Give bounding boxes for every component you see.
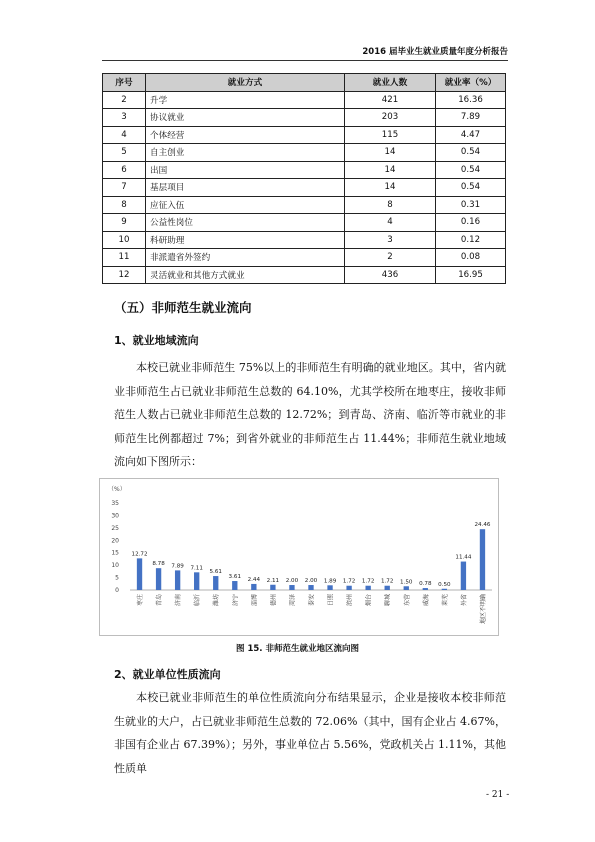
- table-cell: 8: [345, 196, 436, 214]
- table-cell: 5: [103, 144, 146, 162]
- table-cell: 0.12: [436, 231, 506, 249]
- table-cell: 出国: [146, 161, 345, 179]
- table-cell: 4.47: [436, 126, 506, 144]
- table-row: [103, 196, 506, 214]
- x-tick-label: 济宁: [232, 594, 240, 607]
- table-cell: 14: [345, 161, 436, 179]
- x-tick-label: 莱芜: [441, 594, 449, 607]
- bar: [137, 558, 142, 590]
- data-label: 24.46: [474, 522, 491, 529]
- table-row: [103, 179, 506, 197]
- table-cell: 2: [103, 91, 146, 109]
- x-tick-label: 菏泽: [289, 594, 297, 607]
- table-cell: 12: [103, 266, 146, 284]
- y-tick-label: 35: [111, 500, 119, 507]
- col-header: 就业人数: [345, 74, 436, 92]
- bar: [194, 572, 199, 590]
- table-cell: 个体经营: [146, 126, 345, 144]
- bar: [289, 585, 294, 590]
- table-cell: 203: [345, 109, 436, 127]
- table-row: [103, 214, 506, 232]
- bar: [213, 576, 218, 590]
- bar: [232, 581, 237, 590]
- paragraph: 本校已就业非师范生 75%以上的非师范生有明确的就业地区。其中，省内就业非师范生占已就业非师范生总数的 64.10%，尤其学校所在地枣庄，接收非师范生人数占已就业非师范生总数的 12.72%；到青岛、济南、临沂等市就业的非师范生比例都超过 7%；到省外就业的非师范生占 11.44%；非师范生就业地域流向如下图所示：: [114, 361, 506, 468]
- x-tick-label: 青岛: [156, 594, 164, 607]
- col-header: 序号: [103, 74, 146, 92]
- x-tick-label: 枣庄: [137, 594, 145, 607]
- x-tick-label: 滨州: [346, 594, 354, 607]
- data-label: 3.61: [228, 574, 242, 581]
- data-label: 2.44: [247, 576, 261, 583]
- data-label: 7.89: [171, 563, 184, 570]
- data-label: 11.44: [455, 554, 472, 561]
- bar: [308, 585, 313, 590]
- data-label: 12.72: [131, 551, 148, 558]
- table-cell: 10: [103, 231, 146, 249]
- data-label: 2.00: [304, 578, 318, 585]
- table-row: [103, 144, 506, 162]
- data-label: 2.00: [285, 578, 299, 585]
- bar: [461, 562, 466, 590]
- table-cell: 科研助理: [146, 231, 345, 249]
- page-header: [102, 46, 508, 61]
- table-cell: 16.36: [436, 91, 506, 109]
- data-label: 1.89: [323, 578, 337, 585]
- data-label: 0.78: [419, 581, 432, 588]
- region-bar-chart: [99, 478, 499, 636]
- bar: [442, 589, 447, 590]
- paragraph: 本校已就业非师范生的单位性质流向分布结果显示，企业是接收本校非师范生就业的大户，占已就业非师范生总数的 72.06%（其中，国有企业占 4.67%，非国有企业占 67.39%）；另外，事业单位占 5.56%，党政机关占 1.11%，其他性质单: [114, 691, 506, 775]
- table-cell: 应征入伍: [146, 196, 345, 214]
- x-tick-label: 淄博: [251, 594, 259, 607]
- section-title: （五）非师范生就业流向: [114, 300, 252, 315]
- table-cell: 16.95: [436, 266, 506, 284]
- x-tick-label: 德州: [270, 594, 278, 607]
- table-cell: 115: [345, 126, 436, 144]
- bar: [480, 529, 485, 590]
- x-tick-label: 日照: [327, 594, 335, 607]
- data-label: 1.72: [380, 578, 394, 585]
- y-axis-label: （%）: [108, 486, 126, 493]
- table-cell: 升学: [146, 91, 345, 109]
- y-tick-label: 5: [115, 574, 119, 582]
- y-tick-label: 10: [111, 562, 119, 570]
- chart-canvas: [100, 479, 498, 635]
- table-cell: 公益性岗位: [146, 214, 345, 232]
- table-cell: 421: [345, 91, 436, 109]
- x-tick-label: 威海: [422, 594, 430, 607]
- x-tick-label: 临沂: [194, 594, 202, 607]
- figure-caption: 图 15. 非师范生就业地区流向图: [236, 644, 359, 654]
- table-cell: 7: [103, 179, 146, 197]
- x-tick-label: 外省: [460, 594, 468, 607]
- table-row: [103, 161, 506, 179]
- table-cell: 0.16: [436, 214, 506, 232]
- table-cell: 7.89: [436, 109, 506, 127]
- data-label: 1.72: [361, 578, 375, 585]
- x-tick-label: 东营: [403, 594, 411, 607]
- table-row: [103, 126, 506, 144]
- table-cell: 自主创业: [146, 144, 345, 162]
- y-tick-label: 25: [111, 524, 119, 532]
- table-cell: 协议就业: [146, 109, 345, 127]
- bar: [365, 586, 370, 590]
- data-label: 0.50: [438, 581, 451, 588]
- table-cell: 0.31: [436, 196, 506, 214]
- bar: [423, 588, 428, 590]
- table-header-row: [103, 74, 506, 92]
- table-cell: 11: [103, 249, 146, 267]
- bar: [404, 586, 409, 590]
- table-row: [103, 266, 506, 284]
- table-cell: 0.08: [436, 249, 506, 267]
- table-cell: 基层项目: [146, 179, 345, 197]
- table-row: [103, 109, 506, 127]
- x-tick-label: 济南: [175, 594, 183, 607]
- table-cell: 3: [345, 231, 436, 249]
- y-tick-label: 15: [111, 549, 119, 557]
- col-header: 就业率（%）: [436, 74, 506, 92]
- employment-table: [102, 73, 506, 284]
- table-cell: 2: [345, 249, 436, 267]
- y-tick-label: 30: [111, 512, 119, 520]
- table-cell: 436: [345, 266, 436, 284]
- bar: [346, 586, 351, 590]
- bar: [251, 584, 256, 590]
- table-cell: 非派遣省外签约: [146, 249, 345, 267]
- table-row: [103, 231, 506, 249]
- table-cell: 4: [345, 214, 436, 232]
- table-cell: 8: [103, 196, 146, 214]
- y-tick-label: 20: [111, 537, 119, 545]
- table-row: [103, 249, 506, 267]
- bar: [327, 585, 332, 590]
- page-number: - 21 -: [486, 790, 510, 800]
- table-cell: 4: [103, 126, 146, 144]
- bar: [156, 568, 161, 590]
- data-label: 1.50: [400, 579, 413, 586]
- data-label: 2.11: [266, 577, 280, 584]
- table-cell: 0.54: [436, 144, 506, 162]
- table-cell: 3: [103, 109, 146, 127]
- x-tick-label: 地区不明确: [479, 594, 487, 625]
- table-cell: 6: [103, 161, 146, 179]
- data-label: 8.78: [152, 561, 165, 568]
- data-label: 1.72: [342, 578, 356, 585]
- x-tick-label: 泰安: [308, 594, 316, 607]
- bar: [175, 570, 180, 590]
- bar: [270, 585, 275, 590]
- data-label: 5.61: [209, 569, 222, 576]
- table-cell: 9: [103, 214, 146, 232]
- data-label: 7.11: [190, 565, 203, 572]
- x-tick-label: 潍坊: [213, 594, 221, 607]
- report-title: 2016 届毕业生就业质量年度分析报告: [362, 47, 508, 57]
- y-tick-label: 0: [115, 587, 119, 594]
- subsection-title: 1、就业地域流向: [114, 334, 199, 347]
- bar: [385, 586, 390, 590]
- x-tick-label: 烟台: [365, 594, 373, 607]
- table-cell: 0.54: [436, 179, 506, 197]
- x-tick-label: 聊城: [384, 594, 392, 607]
- table-cell: 14: [345, 179, 436, 197]
- table-cell: 0.54: [436, 161, 506, 179]
- subsection-title: 2、就业单位性质流向: [114, 668, 221, 681]
- col-header: 就业方式: [146, 74, 345, 92]
- table-row: [103, 91, 506, 109]
- table-cell: 灵活就业和其他方式就业: [146, 266, 345, 284]
- table-cell: 14: [345, 144, 436, 162]
